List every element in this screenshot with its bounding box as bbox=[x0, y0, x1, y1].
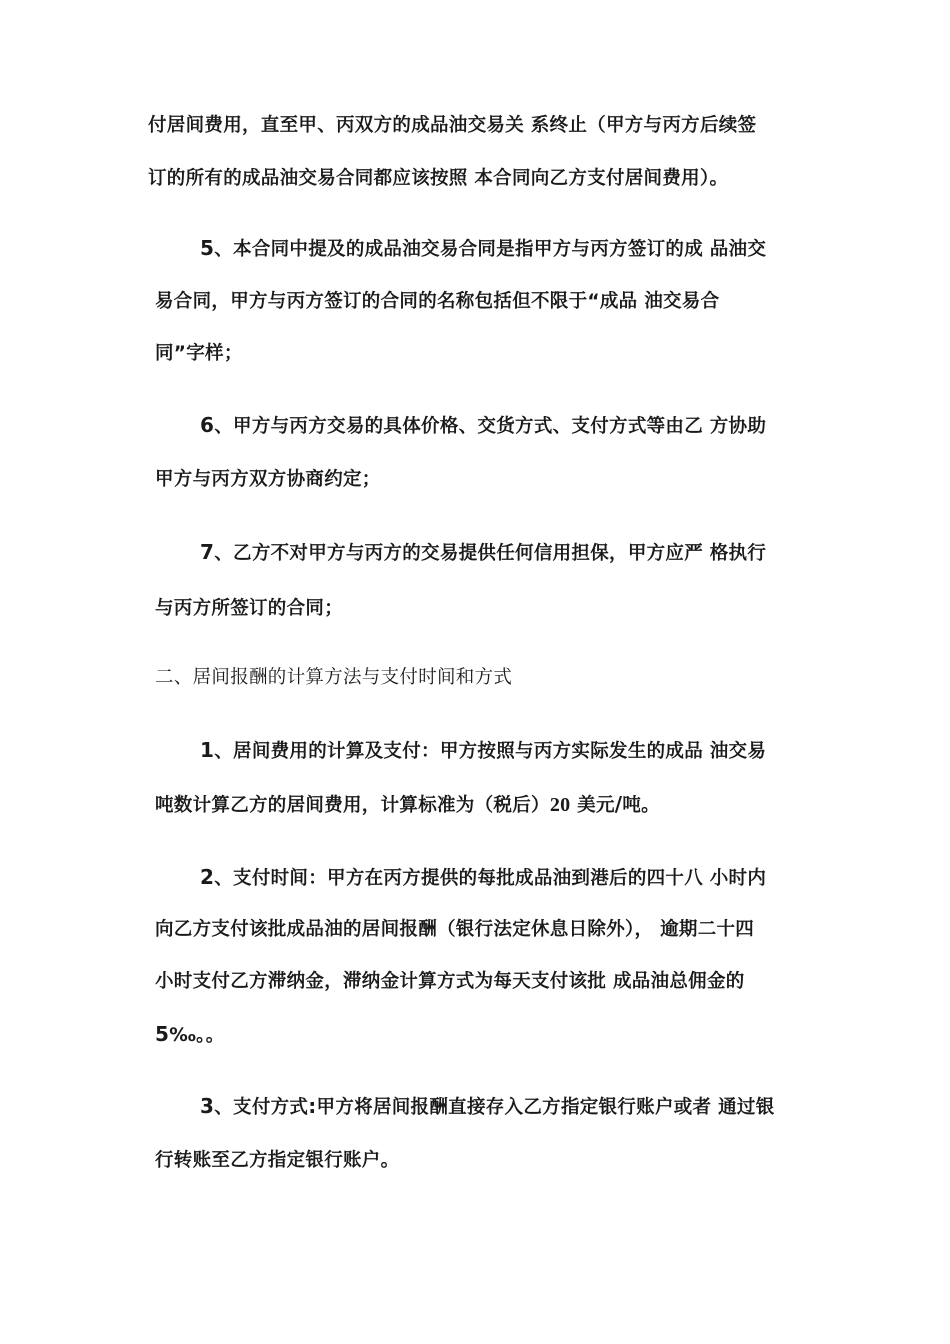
paragraph-line bbox=[155, 791, 660, 819]
paragraph-line bbox=[200, 1093, 775, 1121]
text: 甲方与丙方双方协商约定； bbox=[155, 469, 381, 490]
text: 甲方将居间报酬直接存入乙方指定银行账户或者 通过银 bbox=[316, 1097, 775, 1118]
text: 订的所有的成品油交易合同都应该按照 本合同向乙方支付居间费用）。 bbox=[148, 168, 729, 189]
paragraph-line bbox=[155, 1148, 399, 1174]
text: 、本合同中提及的成品油交易合同是指甲方与丙方签订的成 品油交 bbox=[214, 239, 767, 260]
colon: : bbox=[308, 1094, 317, 1118]
paragraph-line bbox=[155, 917, 754, 943]
paragraph-line bbox=[200, 412, 766, 440]
amount-value: 20 bbox=[549, 794, 571, 816]
item-number: 2 bbox=[200, 865, 215, 889]
item-number: 5 bbox=[200, 236, 215, 260]
text: 付居间费用，直至甲、丙双方的成品油交易关 系终止（甲方与丙方后续签 bbox=[148, 115, 757, 136]
paragraph-line bbox=[148, 113, 756, 139]
text: 行转账至乙方指定银行账户。 bbox=[155, 1150, 400, 1171]
text: 、乙方不对甲方与丙方的交易提供任何信用担保，甲方应严 格执行 bbox=[214, 543, 767, 564]
text: ‰。。 bbox=[169, 1025, 225, 1046]
paragraph-line bbox=[200, 737, 766, 765]
item-number: 3 bbox=[200, 1094, 215, 1118]
item-number: 1 bbox=[200, 738, 215, 762]
paragraph-line bbox=[155, 969, 745, 995]
text: 同”字样； bbox=[155, 343, 243, 364]
paragraph-line bbox=[155, 1021, 225, 1049]
text: 、支付方式 bbox=[214, 1097, 309, 1118]
text: 、支付时间：甲方在丙方提供的每批成品油到港后的四十八 小时内 bbox=[214, 868, 767, 889]
text: 、甲方与丙方交易的具体价格、交货方式、支付方式等由乙 方协助 bbox=[214, 416, 767, 437]
slash: / bbox=[614, 792, 623, 816]
section-heading bbox=[155, 665, 512, 691]
text: 小时支付乙方滞纳金，滞纳金计算方式为每天支付该批 成品油总佣金的 bbox=[155, 971, 745, 992]
paragraph-line bbox=[155, 467, 381, 493]
text: 易合同，甲方与丙方签订的合同的名称包括但不限于“成品 油交易合 bbox=[155, 291, 720, 312]
text: 吨数计算乙方的居间费用，计算标准为（税后） bbox=[155, 795, 550, 816]
text: 二、居间报酬的计算方法与支付时间和方式 bbox=[155, 667, 513, 688]
paragraph-line bbox=[200, 235, 766, 263]
paragraph-line bbox=[155, 341, 243, 367]
text: 、居间费用的计算及支付：甲方按照与丙方实际发生的成品 油交易 bbox=[214, 741, 767, 762]
paragraph-line bbox=[155, 596, 343, 622]
text: 美元 bbox=[570, 795, 615, 816]
text: 向乙方支付该批成品油的居间报酬（银行法定休息日除外）， 逾期二十四 bbox=[155, 919, 755, 940]
text: 吨。 bbox=[622, 795, 660, 816]
percent-value: 5 bbox=[155, 1022, 170, 1046]
paragraph-line bbox=[200, 539, 766, 567]
item-number: 7 bbox=[200, 540, 215, 564]
paragraph-line bbox=[200, 864, 766, 892]
paragraph-line bbox=[148, 166, 728, 192]
item-number: 6 bbox=[200, 413, 215, 437]
paragraph-line bbox=[155, 289, 719, 315]
text: 与丙方所签订的合同； bbox=[155, 598, 344, 619]
